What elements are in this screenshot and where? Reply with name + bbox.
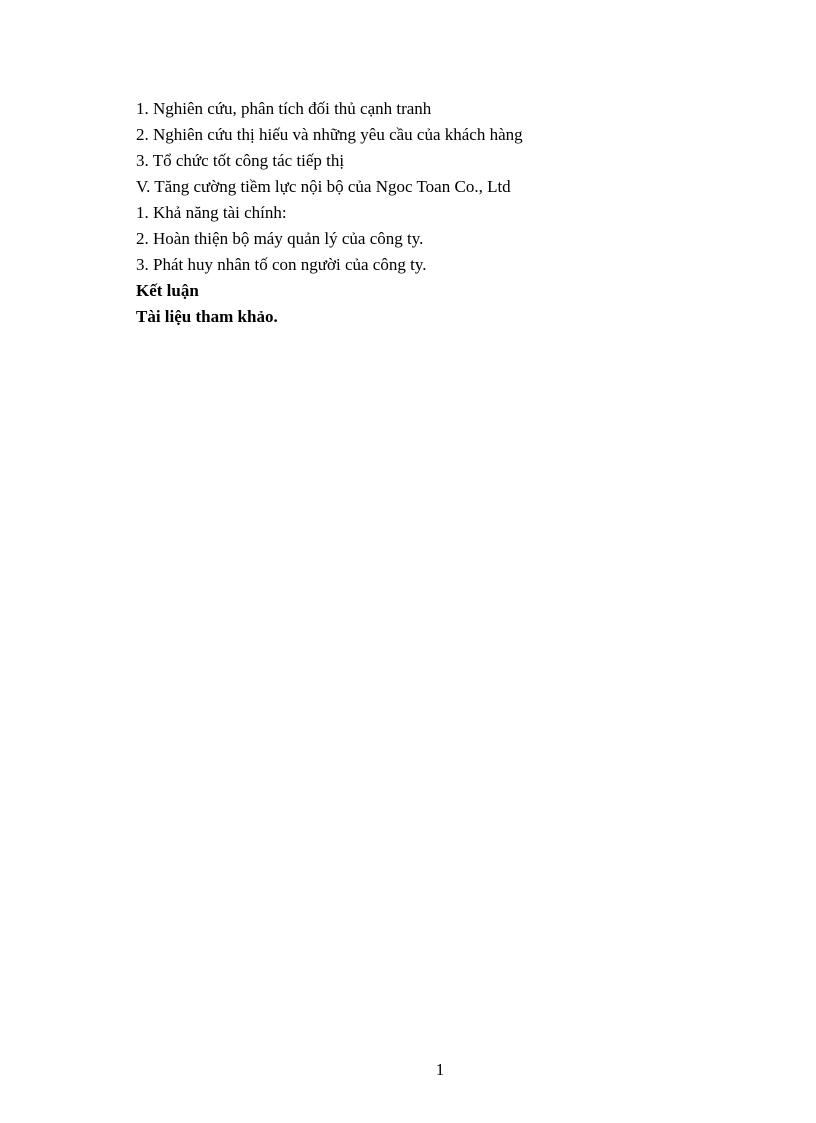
- toc-line-finance: 1. Khả năng tài chính:: [136, 203, 287, 222]
- toc-line-management: 2. Hoàn thiện bộ máy quản lý của công ty.: [136, 229, 424, 248]
- toc-line-conclusion: Kết luận: [136, 281, 199, 300]
- toc-line-customer-research: 2. Nghiên cứu thị hiếu và những yêu cầu của khách hàng: [136, 125, 523, 144]
- table-of-contents-fragment: [136, 96, 696, 330]
- toc-line-marketing: 3. Tổ chức tốt công tác tiếp thị: [136, 151, 345, 170]
- toc-line-references: Tài liệu tham khảo.: [136, 307, 278, 326]
- toc-line-competitor-analysis: 1. Nghiên cứu, phân tích đối thủ cạnh tranh: [136, 99, 432, 118]
- toc-line-section-v: V. Tăng cường tiềm lực nội bộ của Ngoc Toan Co., Ltd: [136, 177, 511, 196]
- toc-line-human-factor: 3. Phát huy nhân tố con người của công ty.: [136, 255, 427, 274]
- page-number: 1: [435, 1060, 445, 1079]
